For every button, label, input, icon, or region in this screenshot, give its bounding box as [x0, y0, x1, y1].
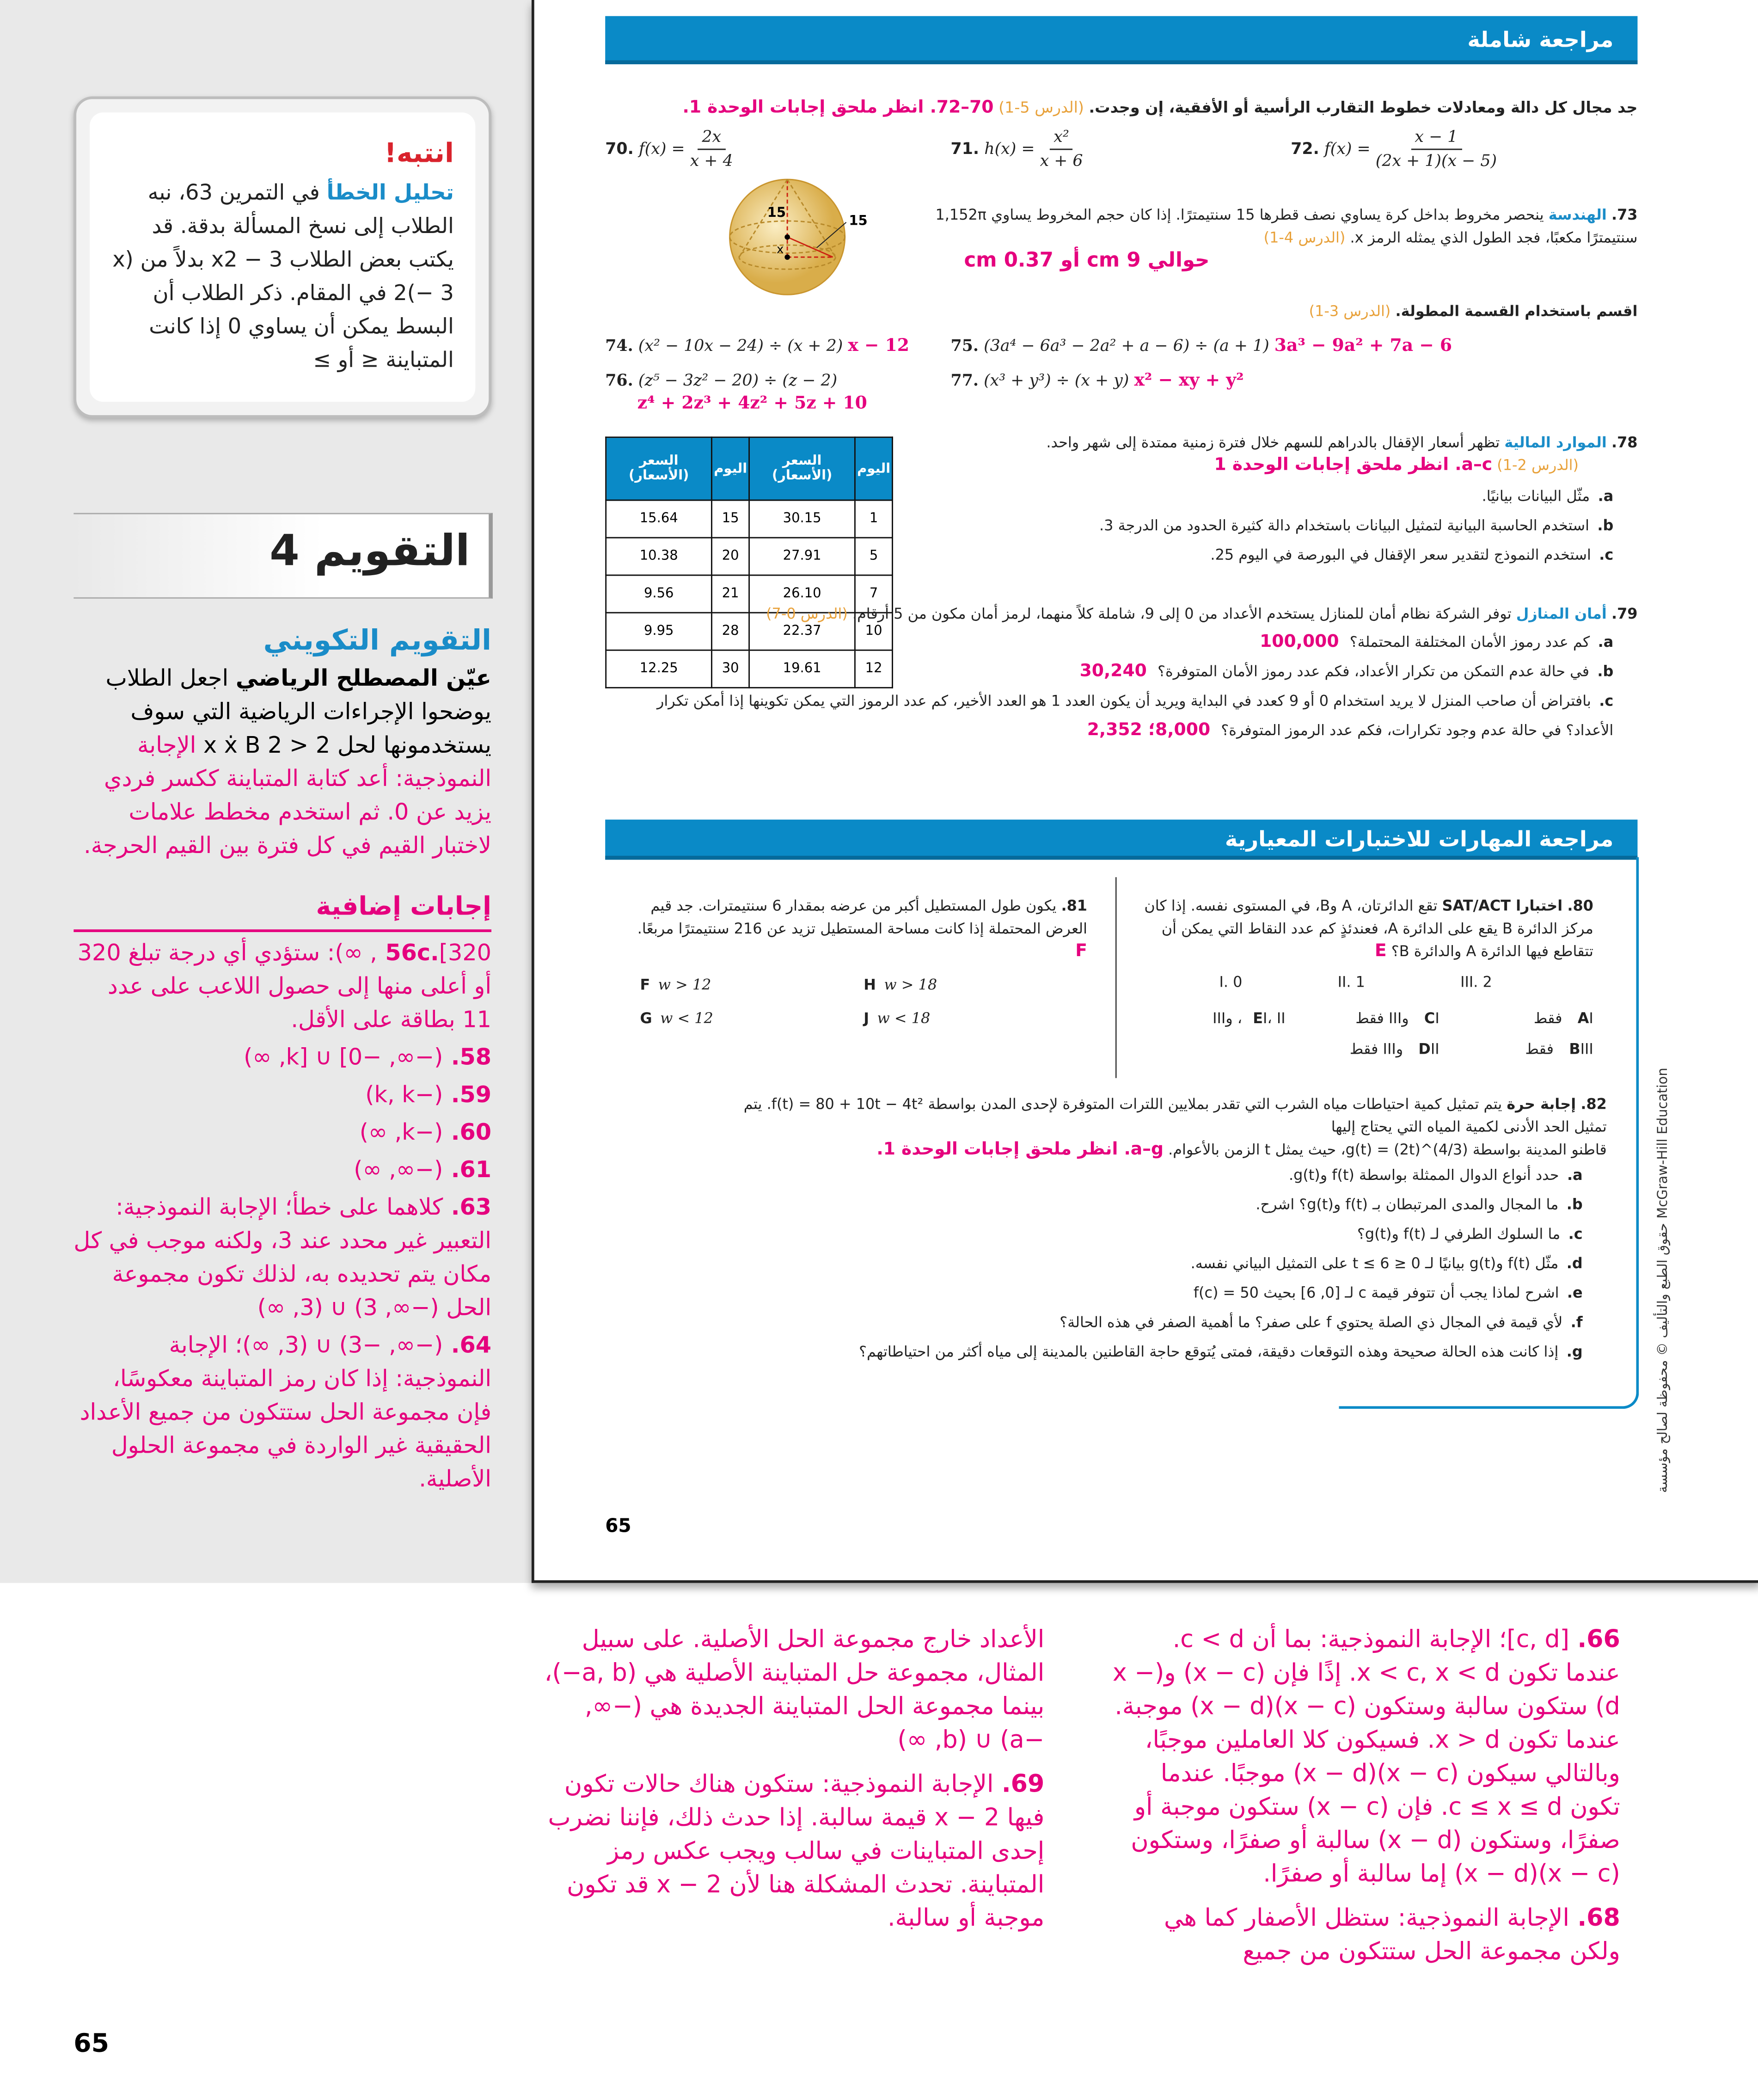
exercise-77: [951, 369, 1244, 392]
part-answer: 100,000: [1260, 632, 1339, 652]
chapter-title: 4 التقويم: [270, 525, 470, 576]
table-header: اليوم: [712, 437, 749, 500]
part-letter: g.: [1566, 1343, 1583, 1361]
bottom-answer-item: [536, 1768, 1045, 1935]
numerator: x²: [1050, 126, 1073, 150]
bottom-column-middle: [536, 1623, 1045, 1946]
instruction-70-72: [605, 97, 1637, 119]
choice-letter: H: [864, 976, 876, 994]
label-x: x: [776, 242, 784, 257]
part-text: مثّل f(t) وg(t) بيانيًا لـ 0 ≤ t ≤ 6 على التمثيل البياني نفسه.: [1190, 1255, 1559, 1272]
choice-letter: F: [640, 976, 650, 994]
table-cell: 21: [712, 575, 749, 613]
comprehensive-review-bar: مراجعة شاملة: [605, 16, 1637, 64]
instruction-text: جد مجال كل دالة ومعادلات خطوط التقارب الرأسية أو الأفقية، إن وجدت.: [1089, 98, 1638, 117]
exercise-number: 77.: [950, 371, 979, 390]
part-a: [924, 482, 1614, 512]
part-c: [623, 687, 1613, 746]
item-text: [c, d]؛ الإجابة النموذجية: بما أن c < d. عندما تكون x < c, x < d. إذًا فإن (x − c) و(x − d) ستكون سالبة وستكون (x − c)(x − d) موجبة. عندما تكون x > d. فسيكون كلا العاملين موجبًا، وبالتالي سيكون (x − c)(x − d) موجبًا. عندما تكون c ≤ x ≤ d. فإن (x − c) ستكون موجبة أو صفرًا، وستكون (x − d) سالبة أو صفرًا، وستكون (x − c)(x − d) إما سالبة أو صفرًا.: [1112, 1626, 1620, 1889]
choice-letter: B: [1569, 1040, 1580, 1058]
answer-choice-D: [1286, 1038, 1439, 1061]
table-cell: 20: [712, 538, 749, 575]
item-number: 56c.: [385, 940, 439, 967]
choice-letter: G: [640, 1009, 652, 1027]
part-text: مثّل البيانات بيانيًا.: [1482, 487, 1590, 505]
choice-text: w > 12: [658, 976, 711, 994]
page-number-bottom: 65: [74, 2029, 109, 2058]
table-cell: 22.37: [749, 613, 855, 650]
parts-list: [924, 482, 1638, 571]
choice-text: w < 18: [877, 1009, 931, 1027]
part-letter: f.: [1570, 1314, 1583, 1332]
table-header: اليوم: [855, 437, 893, 500]
exercise-text: ينحصر مخروط بداخل كرة يساوي نصف قطرها 15 سنتيمترًا. إذا كان حجم المخروط يساوي 1,152π سنتيمترًا مكعبًا، فجد الطول الذي يمثله الرمز x.: [935, 206, 1638, 246]
part-letter: e.: [1567, 1284, 1583, 1302]
part-letter: b.: [1566, 1196, 1583, 1214]
lesson-ref: (الدرس 2-1): [1497, 456, 1579, 474]
denominator: (2x + 1)(x − 5): [1375, 151, 1497, 170]
exercise-82: [643, 1093, 1606, 1368]
part-letter: b.: [1597, 517, 1614, 534]
answer-choices: [629, 974, 1087, 1030]
item-number: 61.: [451, 1157, 492, 1184]
exercise-number: 71.: [950, 139, 980, 158]
exercise-number: 74.: [605, 336, 633, 355]
exercise-number: 81.: [1061, 897, 1087, 915]
answer-choice-G: [640, 1007, 864, 1030]
exercise-80: [1132, 895, 1593, 1061]
formative-answer: الإجابة النموذجية: أعد كتابة المتباينة ككسر فردي يزيد عن 0. ثم استخدم مخطط علامات لاختبار القيم في كل فترة بين القيم الحرجة.: [84, 732, 492, 860]
choice-letter: C: [1424, 1009, 1435, 1027]
parts-list: [623, 628, 1638, 746]
exercise-number: 73.: [1611, 206, 1638, 224]
label-15-height: 15: [767, 204, 786, 221]
exercise-number: 75.: [950, 336, 979, 355]
answer-choice-E: [1132, 1007, 1286, 1030]
part-text: لأي قيمة في المجال ذي الصلة يحتوي f على صفر؟ ما أهمية الصفر في هذه الحالة؟: [1060, 1314, 1563, 1332]
formative-assessment: [74, 624, 491, 1498]
part-letter: d.: [1566, 1255, 1583, 1272]
label-15-radius: 15: [849, 212, 868, 228]
table-cell: 9.56: [606, 575, 712, 613]
item-number: 68.: [1577, 1904, 1620, 1933]
bottom-answer-item: [1111, 1623, 1620, 1891]
question: (x³ + y³) ÷ (x + y): [984, 371, 1129, 390]
parts-list: [643, 1161, 1606, 1367]
lesson-ref: (الدرس 4-1): [1263, 229, 1346, 246]
topic-label: إجابة حرة: [1507, 1095, 1576, 1113]
exercise-number: 79.: [1611, 605, 1638, 623]
question: (x² − 10x − 24) ÷ (x + 2): [638, 336, 843, 355]
exercise-number: 72.: [1291, 139, 1319, 158]
answer-70-72: 70–72. انظر ملحق إجابات الوحدة 1.: [682, 98, 994, 118]
part-letter: c.: [1599, 546, 1614, 564]
extra-answer-item: [74, 1330, 491, 1497]
part-d: [643, 1249, 1582, 1279]
lesson-ref: (الدرس 0-7): [766, 605, 848, 623]
part-text: حدد أنواع الدوال الممثلة بواسطة f(t) وg(t).: [1289, 1166, 1559, 1184]
exercise-73: [911, 203, 1638, 272]
table-cell: 15.64: [606, 500, 712, 538]
part-letter: c.: [1599, 692, 1614, 710]
exercise-text: تقع الدائرتان، A وB، في المستوى نفسه. إذا كان مركز الدائرة B يقع على الدائرة A، فعندئذٍ كم عدد النقاط التي يمكن أن تتقاطع فيها الدائرة A والدائرة B؟: [1144, 897, 1593, 960]
extra-answer-item: [74, 1154, 491, 1188]
function-lhs: f(x) =: [638, 139, 685, 158]
exercise-70: [605, 126, 733, 172]
note-text: في التمرين 63، نبه الطلاب إلى نسخ المسألة بدقة. قد يكتب بعض الطلاب x2 − 3 بدلاً من (x − 3)2 في المقام. ذكر الطلاب أن البسط يمكن أن يساوي 0 إذا كانت المتباينة ≤ أو ≥: [112, 179, 454, 373]
extra-answer-item: [74, 1117, 491, 1150]
table-cell: 5: [855, 538, 893, 575]
item-text: (−k, ∞): [359, 1119, 443, 1147]
part-letter: c.: [1568, 1225, 1583, 1243]
part-text: إذا كانت هذه الحالة صحيحة وهذه التوقعات دقيقة، فمتى يُتوقع حاجة القاطنين بالمدينة إلى مياه أكثر من احتياطاتهم؟: [859, 1343, 1559, 1361]
part-letter: b.: [1597, 663, 1614, 681]
choice-text: I وIII فقط: [1355, 1009, 1439, 1027]
note-title: انتبه!: [384, 136, 454, 169]
answer-choices: [1132, 1007, 1593, 1061]
item-text: الإجابة النموذجية: ستكون هناك حالات تكون فيها x − 2 قيمة سالبة. إذا حدث ذلك، فإننا نضرب إحدى المتباينات في سالب ويجب عكس رمز المتباينة. تحدث المشكلة هنا لأن x − 2 قد تكون موجبة أو سالبة.: [548, 1770, 1045, 1933]
part-f: [643, 1308, 1582, 1338]
choice-letter: A: [1577, 1009, 1589, 1027]
item-text: (−∞, −3) ∪ (3, ∞)؛ الإجابة النموذجية: إذا كان رمز المتباينة معكوسًا، فإن مجموعة الحل ستتكون من جميع الأعداد الحقيقية غير الواردة في مجموعة الحلول الأصلية.: [80, 1332, 492, 1493]
numerator: 2x: [698, 126, 725, 150]
answer-choice-F: [640, 974, 864, 996]
exercise-81: [629, 895, 1087, 1030]
answer: x² − xy + y²: [1134, 371, 1244, 391]
exercise-text: تمثيل الحد الأدنى لكمية المياه التي يحتاج إليها: [1331, 1118, 1607, 1136]
standardized-test-bar: مراجعة المهارات للاختبارات المعيارية: [605, 820, 1637, 860]
item-number: 63.: [451, 1194, 492, 1222]
chapter-heading: [74, 513, 493, 598]
table-cell: 30: [712, 650, 749, 688]
table-header-row: [606, 437, 893, 500]
extra-answer-item: [74, 938, 491, 1038]
item-text: (−∞, ∞): [354, 1157, 443, 1184]
item-text: (−k, k): [365, 1082, 443, 1109]
instruction-text: اقسم باستخدام القسمة المطولة.: [1395, 302, 1638, 320]
roman-option: I. 0: [1219, 973, 1243, 991]
exercise-text: قاطنو المدينة بواسطة g(t) = (2t)^(4/3)، حيث يمثل t الزمن بالأعوام.: [1168, 1141, 1607, 1159]
numerator: x − 1: [1411, 126, 1462, 150]
topic-label: أمان المنازل: [1516, 605, 1607, 623]
exercise-72: [1291, 126, 1497, 172]
part-b: [623, 657, 1613, 687]
item-text: الأعداد خارج مجموعة الحل الأصلية. على سبيل المثال، مجموعة حل المتباينة الأصلية هي (a, b−)، بينما مجموعة الحل المتباينة الجديدة هي (−∞, −a) ∪ (b, ∞): [544, 1626, 1045, 1755]
choice-text: w < 12: [660, 1009, 713, 1027]
page-number: 65: [605, 1516, 631, 1538]
fraction: [690, 126, 733, 172]
part-letter: a.: [1598, 633, 1614, 651]
answer-choice-C: [1286, 1007, 1439, 1030]
exercises-70-72: [605, 126, 1637, 169]
table-cell: 12: [855, 650, 893, 688]
bottom-column-right: [1111, 1623, 1620, 1979]
part-answer: 8,000؛ 2,352: [1087, 720, 1211, 741]
item-text: (−∞, −k] ∪ [0, ∞): [244, 1044, 443, 1072]
column-divider: [1115, 877, 1117, 1078]
part-e: [643, 1279, 1582, 1308]
answer: a–c. انظر ملحق إجابات الوحدة 1: [1214, 455, 1493, 476]
exercise-71: [951, 126, 1083, 172]
part-text: كم عدد رموز الأمان المختلفة المحتملة؟: [1349, 633, 1590, 651]
table-header: السعر (الأسعار): [749, 437, 855, 500]
question: (3a⁴ − 6a³ − 2a² + a − 6) ÷ (a + 1): [984, 336, 1269, 355]
choice-text: w > 18: [884, 976, 937, 994]
topic-label: الهندسة: [1548, 206, 1607, 224]
formative-heading: التقويم التكويني: [263, 624, 492, 657]
fraction: [1376, 126, 1497, 172]
instruction-74-77: [1205, 300, 1638, 323]
table-cell: 7: [855, 575, 893, 613]
exercise-75: [951, 335, 1452, 357]
topic-label: الموارد المالية: [1504, 434, 1607, 452]
sphere-cone-figure: [723, 174, 870, 301]
lesson-ref: (الدرس 3-1): [1309, 302, 1391, 320]
exercise-text: تظهر أسعار الإقفال بالدراهم للسهم خلال فترة زمنية ممتدة إلى شهر واحد.: [1046, 434, 1505, 452]
extra-answers-list: [74, 938, 491, 1498]
item-number: 60.: [451, 1119, 492, 1147]
formative-lead: عيّن المصطلح الرياضي: [235, 665, 492, 693]
table-cell: 12.25: [606, 650, 712, 688]
table-cell: 10: [855, 613, 893, 650]
choice-text: II وIII فقط: [1349, 1040, 1439, 1058]
choice-text: I فقط: [1533, 1009, 1593, 1027]
table-cell: 15: [712, 500, 749, 538]
extra-answer-item: [74, 1080, 491, 1113]
exercise-74: [605, 335, 909, 357]
choice-text: I، II، وIII: [1213, 1009, 1286, 1027]
answer: z⁴ + 2z³ + 4z² + 5z + 10: [637, 393, 867, 414]
part-a: [643, 1161, 1582, 1191]
exercise-text: يتم تمثيل كمية احتياطات مياه الشرب التي تقدر بملايين اللترات المتوفرة لإحدى المدن بواسطة f(t) = 80 + 10t − 4t². يتم: [743, 1095, 1507, 1113]
exercise-79: [623, 602, 1638, 746]
answer: E: [1374, 941, 1387, 962]
part-g: [643, 1338, 1582, 1368]
part-b: [924, 511, 1614, 541]
table-cell: 26.10: [749, 575, 855, 613]
table-row: [606, 538, 893, 575]
part-c: [643, 1220, 1582, 1250]
item-number: 69.: [1001, 1770, 1045, 1799]
table-header: السعر (الأسعار): [606, 437, 712, 500]
denominator: x + 6: [1040, 151, 1083, 170]
exercise-number: 76.: [605, 371, 633, 390]
function-lhs: f(x) =: [1324, 139, 1371, 158]
item-number: 66.: [1577, 1626, 1620, 1654]
function-lhs: h(x) =: [984, 139, 1035, 158]
table-row: [606, 500, 893, 538]
exercise-text: يكون طول المستطيل أكبر من عرضه بمقدار 6 سنتيمترات. جد قيم العرض المحتملة إذا كانت مساحة المستطيل تزيد عن 216 سنتيمترًا مربعًا.: [637, 897, 1087, 938]
answer: F: [1075, 941, 1087, 962]
choice-letter: D: [1418, 1040, 1431, 1058]
item-number: 58.: [451, 1044, 492, 1072]
exercise-76: [605, 369, 867, 415]
answer: 3a³ − 9a² + 7a − 6: [1274, 336, 1452, 356]
table-cell: 9.95: [606, 613, 712, 650]
part-text: اشرح لماذا يجب أن تتوفر قيمة c لـ [0, 6] بحيث f(c) = 50: [1193, 1284, 1559, 1302]
table-cell: 30.15: [749, 500, 855, 538]
bottom-answer-item: [1111, 1902, 1620, 1969]
answer-choice-A: [1439, 1007, 1593, 1030]
choice-letter: E: [1253, 1009, 1263, 1027]
bottom-answer-item: [536, 1623, 1045, 1757]
note-body: [106, 175, 454, 376]
choice-letter: J: [864, 1009, 870, 1027]
exercise-number: 80.: [1567, 897, 1593, 915]
answer: a–g. انظر ملحق إجابات الوحدة 1.: [876, 1139, 1164, 1160]
part-text: في حالة عدم التمكن من تكرار الأعداد، فكم عدد رموز الأمان المتوفرة؟: [1158, 663, 1589, 681]
item-text: [320, ∞): ستؤدي أي درجة تبلغ 320 أو أعلى منها إلى حصول اللاعب على عدد 11 بطاقة على الأقل.: [77, 940, 492, 1034]
fraction: [1040, 126, 1083, 172]
part-text: بافتراض أن صاحب المنزل لا يريد استخدام 0 أو 9 كعدد في البداية ويريد أن يكون العدد 1 هو العدد الأخير، كم عدد الرموز التي يمكن تكوينها إذا أمكن تكرار الأعداد؟ في حالة عدم وجود تكرارات، فكم عدد الرموز المتوفرة؟: [657, 692, 1614, 739]
choice-text: III فقط: [1525, 1040, 1593, 1058]
answer: x − 12: [848, 336, 909, 356]
lesson-ref: (الدرس 5-1): [998, 98, 1084, 117]
table-cell: 1: [855, 500, 893, 538]
extra-answer-item: [74, 1042, 491, 1075]
part-c: [924, 541, 1614, 571]
item-number: 59.: [451, 1082, 492, 1109]
table-cell: 28: [712, 613, 749, 650]
part-b: [643, 1191, 1582, 1220]
part-answer: 30,240: [1079, 661, 1147, 682]
item-number: 64.: [451, 1332, 492, 1359]
question: (z⁵ − 3z² − 20) ÷ (z − 2): [638, 371, 838, 390]
exercise-text: توفر الشركة نظام أمان للمنازل يستخدم الأعداد من 0 إلى 9، شاملة كلاً منهما، لرمز أمان مكون من 5 أرقام.: [852, 605, 1516, 623]
note-lead: تحليل الخطأ: [326, 179, 454, 205]
topic-label: اختبارا SAT/ACT: [1442, 897, 1563, 915]
table-cell: 10.38: [606, 538, 712, 575]
item-text: كلاهما على خطأ؛ الإجابة النموذجية: التعبير غير محدد عند 3، ولكنه موجب في كل مكان يتم تحديده به، لذلك تكون مجموعة الحل (−∞, 3) ∪ (3, ∞): [74, 1194, 492, 1322]
part-text: استخدم الحاسبة البيانية لتمثيل البيانات باستخدام دالة كثيرة الحدود من الدرجة 3.: [1099, 517, 1589, 534]
copyright-notice: حقوق الطبع والتأليف © محفوظة لصالح مؤسسة McGraw-Hill Education: [1656, 1068, 1671, 1493]
item-text: الإجابة النموذجية: ستظل الأصفار كما هي ولكن مجموعة الحل ستتكون من جميع: [1164, 1904, 1620, 1966]
exercise-number: 70.: [605, 139, 634, 158]
answer-73: حوالي 9 cm أو 0.37 cm: [964, 247, 1210, 272]
roman-option: II. 1: [1337, 973, 1365, 991]
part-a: [623, 628, 1613, 657]
answer-choice-H: [864, 974, 1087, 996]
part-text: استخدم النموذج لتقدير سعر الإقفال في البورصة في اليوم 25.: [1210, 546, 1591, 564]
table-cell: 27.91: [749, 538, 855, 575]
part-text: ما السلوك الطرفي لـ f(t) وg(t)؟: [1357, 1225, 1561, 1243]
part-text: ما المجال والمدى المرتبطان بـ f(t) وg(t)؟ اشرح.: [1256, 1196, 1559, 1214]
answer-choice-J: [864, 1007, 1087, 1030]
roman-option: III. 2: [1460, 973, 1492, 991]
part-letter: a.: [1598, 487, 1614, 505]
warning-note-box: [74, 97, 491, 418]
exercise-78: [924, 431, 1638, 571]
roman-options: [1171, 971, 1540, 994]
part-letter: a.: [1567, 1166, 1583, 1184]
extra-answers-heading: إجابات إضافية: [74, 890, 491, 932]
exercise-number: 82.: [1580, 1095, 1607, 1113]
exercise-number: 78.: [1611, 434, 1638, 452]
table-cell: 19.61: [749, 650, 855, 688]
extra-answer-item: [74, 1192, 491, 1326]
answer-choice-B: [1439, 1038, 1593, 1061]
denominator: x + 4: [690, 151, 733, 170]
formative-text: اجعل الطلاب يوضحوا الإجراءات الرياضية التي سوف يستخدمونها لحل x ẋ B 2 > 2: [105, 665, 492, 760]
